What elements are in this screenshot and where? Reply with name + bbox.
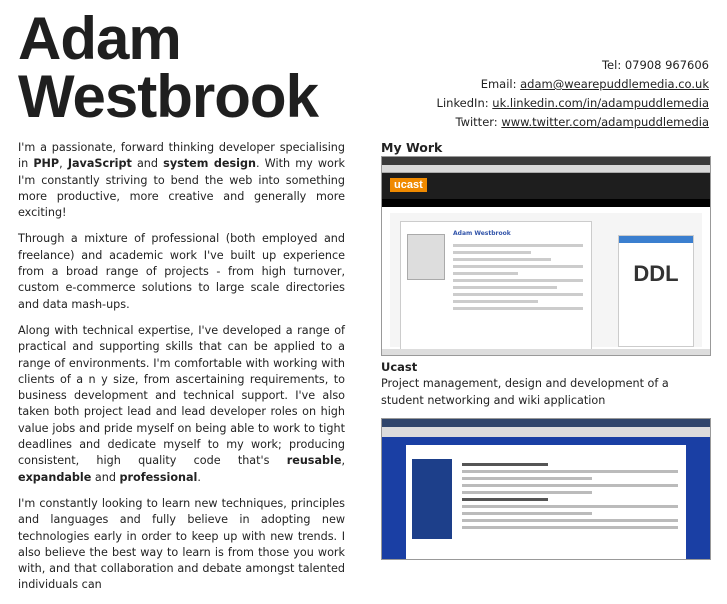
- contact-linkedin: [437, 94, 709, 113]
- bio-paragraph-4: I'm constantly looking to learn new techniques, principles and languages and fully believe in adopting new technologies early in order to keep up with new trends. I also believe the best way to learn is from those you work with, and that collaboration and debate amongst talented individuals can: [18, 496, 345, 592]
- linkedin-link[interactable]: uk.linkedin.com/in/adampuddlemedia: [492, 96, 709, 110]
- photo-sidebar: [618, 235, 694, 347]
- bio-text: .: [197, 470, 201, 484]
- contact-tel: [437, 56, 709, 75]
- wiki-screenshot[interactable]: [381, 418, 711, 560]
- contact-details: [437, 56, 709, 132]
- contact-email: [437, 75, 709, 94]
- bio-text: and: [91, 470, 120, 484]
- email-link[interactable]: adam@wearepuddlemedia.co.uk: [520, 77, 709, 91]
- ucast-screenshot[interactable]: [381, 156, 711, 356]
- wiki-content: [462, 459, 678, 533]
- ucast-body: [390, 213, 702, 347]
- profile-name: Adam Westbrook: [453, 230, 511, 237]
- project-title: Ucast: [381, 360, 418, 374]
- twitter-link[interactable]: www.twitter.com/adampuddlemedia: [501, 115, 709, 129]
- ucast-header: [382, 173, 710, 199]
- ddl-photo: DDL: [633, 261, 679, 286]
- my-work-heading: My Work: [381, 140, 443, 155]
- site-logo: [18, 5, 318, 130]
- bio-text: . With my work I'm constantly striving to bend the web into something more productive, more creative and generally more exciting!: [18, 157, 345, 220]
- bio-strong-reusable: reusable: [286, 454, 342, 468]
- linkedin-label: LinkedIn:: [436, 96, 489, 110]
- logo-last-name: Westbrook: [18, 63, 318, 130]
- bio-paragraph-3: [18, 323, 345, 486]
- browser-titlebar: [382, 157, 710, 165]
- profile-card: [400, 221, 592, 353]
- browser-tabs: [382, 427, 710, 437]
- avatar: [407, 234, 445, 280]
- bio-section: [18, 140, 345, 604]
- bio-strong-javascript: JavaScript: [67, 157, 132, 171]
- bio-text: I'm a passionate, forward thinking developer specialising in: [18, 141, 345, 171]
- bio-strong-php: PHP: [33, 157, 60, 171]
- tel-value: 07908 967606: [624, 58, 709, 72]
- wiki-sidebar: [412, 459, 452, 539]
- tel-label: Tel:: [601, 58, 622, 72]
- bio-paragraph-1: [18, 140, 345, 221]
- bio-text: and: [131, 157, 164, 171]
- wiki-page: [406, 445, 686, 559]
- ucast-nav: [382, 199, 710, 207]
- contact-twitter: [437, 113, 709, 132]
- twitter-label: Twitter:: [455, 115, 498, 129]
- logo-first-name: Adam: [18, 5, 181, 72]
- browser-titlebar: [382, 419, 710, 427]
- bio-strong-professional: professional: [119, 470, 198, 484]
- project-description: Project management, design and development of a student networking and wiki application: [381, 377, 669, 407]
- bio-paragraph-2: Through a mixture of professional (both employed and freelance) and academic work I've built up experience from a broad range of projects - from high turnover, custom e-commerce solutions to large scale directories and data mash-ups.: [18, 232, 345, 311]
- bio-text: ,: [59, 157, 68, 171]
- wiki-body: [382, 437, 710, 559]
- email-label: Email:: [480, 77, 517, 91]
- bio-strong-system-design: system design: [163, 157, 256, 171]
- bio-text: ,: [341, 454, 345, 468]
- browser-toolbar: [382, 165, 710, 173]
- ucast-logo: ucast: [390, 178, 427, 192]
- profile-details: [453, 240, 583, 314]
- bio-strong-expandable: expandable: [18, 470, 92, 484]
- sidebar-header: [619, 236, 693, 243]
- bio-text: Along with technical expertise, I've developed a range of practical and supporting skills that can be applied to a range of environments. I'm comfortable with working with clients of a n y size, from ascertaining requirements, to business development and technical support. I've also taken both project lead and lead developer roles on high value jobs and pride myself on being able to work to tight deadlines and dedicate myself to my work; producing consistent, high quality code that's: [18, 323, 345, 468]
- browser-statusbar: [382, 349, 710, 355]
